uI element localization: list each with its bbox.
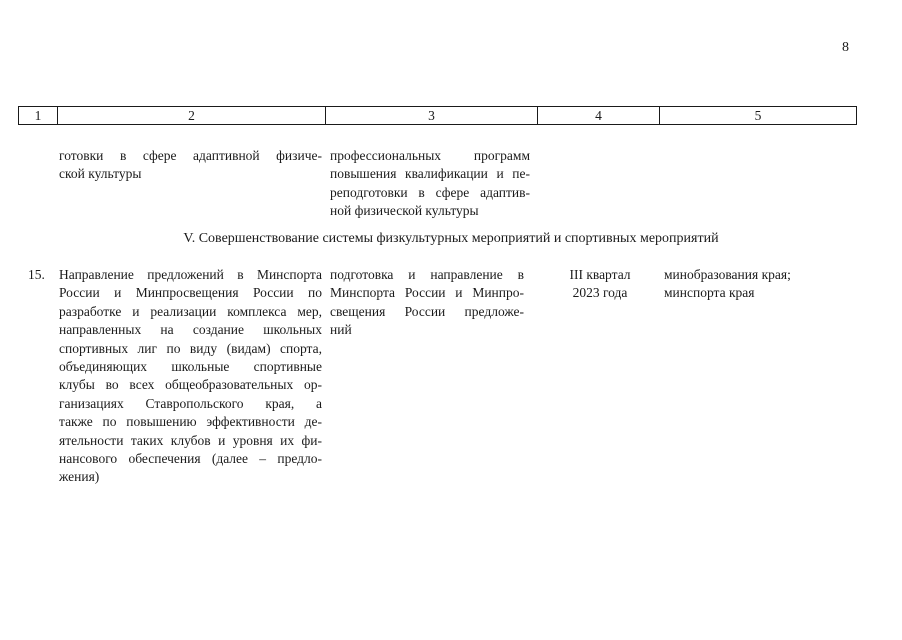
text-line: готовки в сфере адаптивной физиче- (59, 148, 322, 163)
text-line: жения) (59, 469, 100, 485)
header-cell-1: 1 (19, 107, 58, 125)
text-line: реподготовки в сфере адаптив- (330, 184, 530, 200)
text-line: подготовка и направление в (330, 267, 524, 282)
header-cell-5: 5 (660, 107, 857, 125)
text-line: Минспорта России и Минпро- (330, 285, 524, 301)
text-line: минобразования края; (664, 267, 791, 282)
text-line: России и Минпросвещения России по (59, 285, 322, 301)
text-line: 2023 года (572, 285, 628, 301)
text-line: ской культуры (59, 166, 142, 182)
text-line: также по повышению эффективности де- (59, 414, 322, 430)
text-line: ной физической культуры (330, 203, 479, 219)
text-line: клубы во всех общеобразовательных ор- (59, 377, 322, 393)
text-line: ганизациях Ставропольского края, а (59, 395, 322, 411)
row-15-description (59, 266, 322, 487)
row-15-deadline (540, 266, 660, 303)
text-line: разработке и реализации комплекса мер, (59, 303, 322, 319)
header-cell-3: 3 (326, 107, 538, 125)
text-line: минспорта края (664, 285, 755, 301)
text-line: профессиональных программ (330, 148, 530, 163)
text-line: повышения квалификации и пе- (330, 166, 530, 182)
header-cell-2: 2 (58, 107, 326, 125)
header-cell-4: 4 (538, 107, 660, 125)
page-number: 8 (842, 40, 849, 55)
section-title: V. Совершенствование системы физкультурных мероприятий и спортивных мероприятий (183, 231, 719, 246)
continuation-col2 (59, 147, 322, 184)
row-15-responsible (664, 266, 844, 303)
text-line: объединяющих школьные спортивные (59, 359, 322, 375)
text-line: нансового обеспечения (далее – предло- (59, 451, 322, 467)
text-line: Направление предложений в Минспорта (59, 267, 322, 282)
text-line: свещения России предложе- (330, 303, 524, 319)
text-line: III квартал (569, 267, 631, 282)
text-line: спортивных лиг по виду (видам) спорта, (59, 340, 322, 356)
row-15-result (330, 266, 524, 340)
row-number: 15. (28, 267, 45, 282)
text-line: ний (330, 322, 352, 338)
continuation-col3 (330, 147, 530, 221)
text-line: ятельности таких клубов и уровня их фи- (59, 432, 322, 448)
column-number-header (18, 106, 857, 125)
header-row (19, 107, 857, 125)
text-line: направленных на создание школьных (59, 322, 322, 338)
